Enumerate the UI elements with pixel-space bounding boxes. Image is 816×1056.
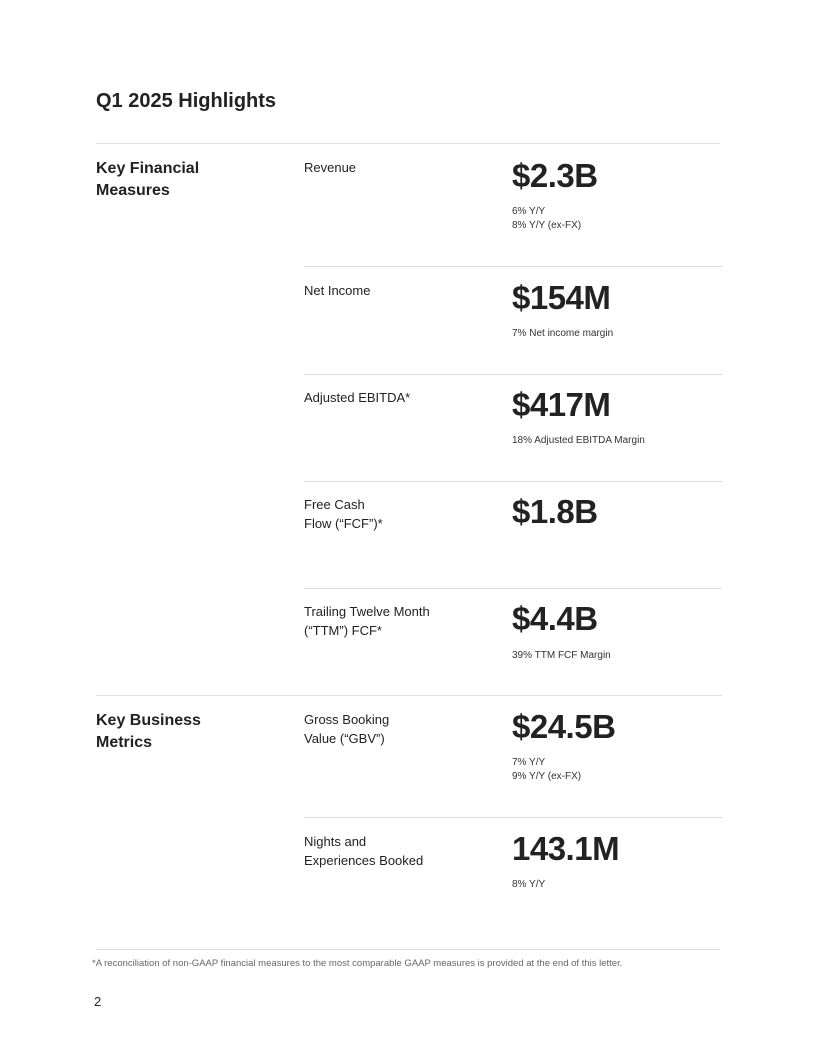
page-title: Q1 2025 Highlights bbox=[96, 90, 277, 112]
metric-detail: 7% Y/Y bbox=[512, 757, 546, 768]
metric-label-nights-experiences bbox=[304, 832, 454, 870]
section-title-line: Key Financial bbox=[96, 160, 200, 177]
section-title-line: Measures bbox=[96, 182, 170, 199]
metric-detail: 39% TTM FCF Margin bbox=[512, 650, 611, 661]
metric-label-line: Nights and bbox=[304, 834, 367, 849]
divider bbox=[304, 481, 722, 482]
metric-label-gbv bbox=[304, 710, 454, 748]
section-title-line: Key Business bbox=[96, 712, 201, 729]
section-title-business bbox=[96, 710, 256, 754]
metric-detail: 9% Y/Y (ex-FX) bbox=[512, 771, 582, 782]
metric-detail: 8% Y/Y (ex-FX) bbox=[512, 220, 582, 231]
metric-label-line: Experiences Booked bbox=[304, 853, 424, 868]
divider bbox=[304, 266, 722, 267]
metric-label-adjusted-ebitda: Adjusted EBITDA* bbox=[304, 390, 411, 405]
metric-label-ttm-fcf bbox=[304, 602, 454, 640]
divider bbox=[304, 588, 722, 589]
metric-value-net-income: $154M bbox=[512, 279, 611, 316]
page-number: 2 bbox=[94, 994, 102, 1009]
divider bbox=[304, 374, 722, 375]
metric-value-nights-experiences: 143.1M bbox=[512, 830, 620, 867]
divider bbox=[96, 143, 720, 144]
divider bbox=[96, 949, 720, 950]
metric-detail: 18% Adjusted EBITDA Margin bbox=[512, 435, 645, 446]
metric-value-adjusted-ebitda: $417M bbox=[512, 386, 611, 423]
metric-label-line: (“TTM”) FCF* bbox=[304, 623, 382, 638]
metric-label-net-income: Net Income bbox=[304, 283, 371, 298]
metric-label-line: Flow (“FCF”)* bbox=[304, 516, 383, 531]
metric-detail: 8% Y/Y bbox=[512, 879, 546, 890]
metric-label-line: Free Cash bbox=[304, 497, 365, 512]
metric-value-gbv: $24.5B bbox=[512, 708, 616, 745]
metric-label-fcf bbox=[304, 495, 454, 533]
divider bbox=[304, 817, 722, 818]
metric-detail: 6% Y/Y bbox=[512, 206, 546, 217]
metric-value-ttm-fcf: $4.4B bbox=[512, 600, 598, 637]
metric-label-line: Gross Booking bbox=[304, 712, 390, 727]
section-title-line: Metrics bbox=[96, 734, 153, 751]
section-title-financial bbox=[96, 158, 256, 202]
metric-detail: 7% Net income margin bbox=[512, 328, 614, 339]
divider bbox=[96, 695, 722, 696]
metric-label-revenue: Revenue bbox=[304, 160, 357, 175]
metric-value-revenue: $2.3B bbox=[512, 157, 598, 194]
footnote: *A reconciliation of non-GAAP financial measures to the most comparable GAAP measures is provided at the end of this letter. bbox=[92, 958, 623, 969]
metric-label-line: Trailing Twelve Month bbox=[304, 604, 430, 619]
metric-label-line: Value (“GBV”) bbox=[304, 731, 385, 746]
metric-value-fcf: $1.8B bbox=[512, 493, 598, 530]
